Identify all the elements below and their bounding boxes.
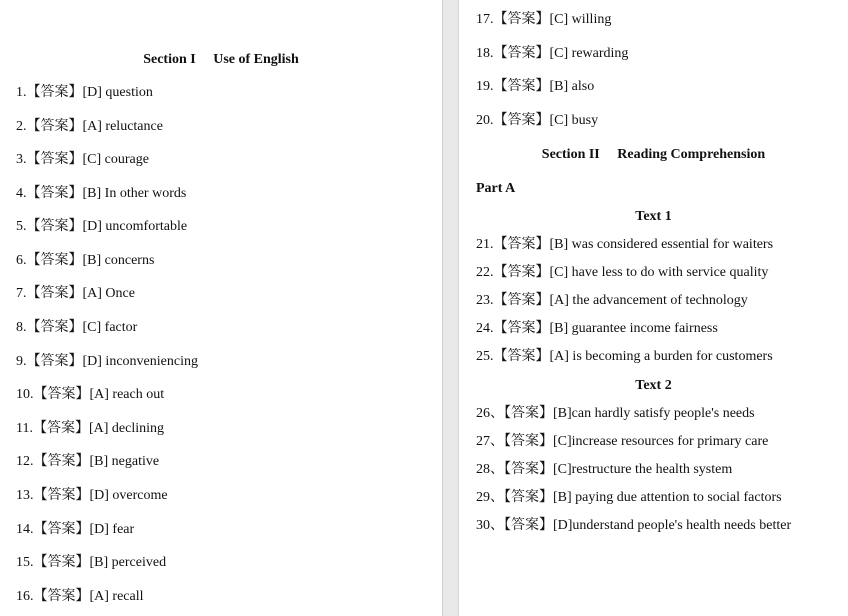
answer-item: 14.【答案】[D] fear xyxy=(16,522,135,537)
answer-item: 20.【答案】[C] busy xyxy=(476,113,599,128)
answer-item: 17.【答案】[C] willing xyxy=(476,12,612,27)
answer-item: 5.【答案】[D] uncomfortable xyxy=(16,219,188,234)
answer-item: 16.【答案】[A] recall xyxy=(16,589,144,604)
answer-item: 4.【答案】[B] In other words xyxy=(16,186,187,201)
answer-item: 22.【答案】[C] have less to do with service quality xyxy=(476,265,769,280)
answer-item: 13.【答案】[D] overcome xyxy=(16,488,168,503)
answer-item: 15.【答案】[B] perceived xyxy=(16,555,167,570)
answer-item: 1.【答案】[D] question xyxy=(16,85,153,100)
text-2-heading: Text 2 xyxy=(635,378,672,393)
answer-item: 24.【答案】[B] guarantee income fairness xyxy=(476,321,718,336)
page-gutter xyxy=(442,0,459,616)
answer-item: 30、【答案】[D]understand people's health needs better xyxy=(476,518,792,533)
answer-item: 2.【答案】[A] reluctance xyxy=(16,119,163,134)
answer-item: 10.【答案】[A] reach out xyxy=(16,387,165,402)
section-1-heading: Section I Use of English xyxy=(143,52,299,67)
answer-item: 26、【答案】[B]can hardly satisfy people's needs xyxy=(476,406,755,421)
text-1-heading: Text 1 xyxy=(635,209,672,224)
answer-item: 18.【答案】[C] rewarding xyxy=(476,46,629,61)
part-a-heading: Part A xyxy=(476,181,516,196)
answer-item: 29、【答案】[B] paying due attention to social factors xyxy=(476,490,782,505)
answer-item: 11.【答案】[A] declining xyxy=(16,421,165,436)
answer-item: 23.【答案】[A] the advancement of technology xyxy=(476,293,748,308)
answer-item: 6.【答案】[B] concerns xyxy=(16,253,155,268)
answer-item: 7.【答案】[A] Once xyxy=(16,286,135,301)
answer-item: 19.【答案】[B] also xyxy=(476,79,595,94)
answer-item: 27、【答案】[C]increase resources for primary care xyxy=(476,434,769,449)
right-page xyxy=(459,0,848,616)
answer-item: 28、【答案】[C]restructure the health system xyxy=(476,462,733,477)
answer-item: 3.【答案】[C] courage xyxy=(16,152,149,167)
answer-item: 9.【答案】[D] inconveniencing xyxy=(16,354,198,369)
answer-item: 12.【答案】[B] negative xyxy=(16,454,160,469)
section-2-heading: Section II Reading Comprehension xyxy=(541,147,766,162)
answer-item: 21.【答案】[B] was considered essential for waiters xyxy=(476,237,774,252)
answer-item: 25.【答案】[A] is becoming a burden for customers xyxy=(476,349,773,364)
answer-item: 8.【答案】[C] factor xyxy=(16,320,138,335)
